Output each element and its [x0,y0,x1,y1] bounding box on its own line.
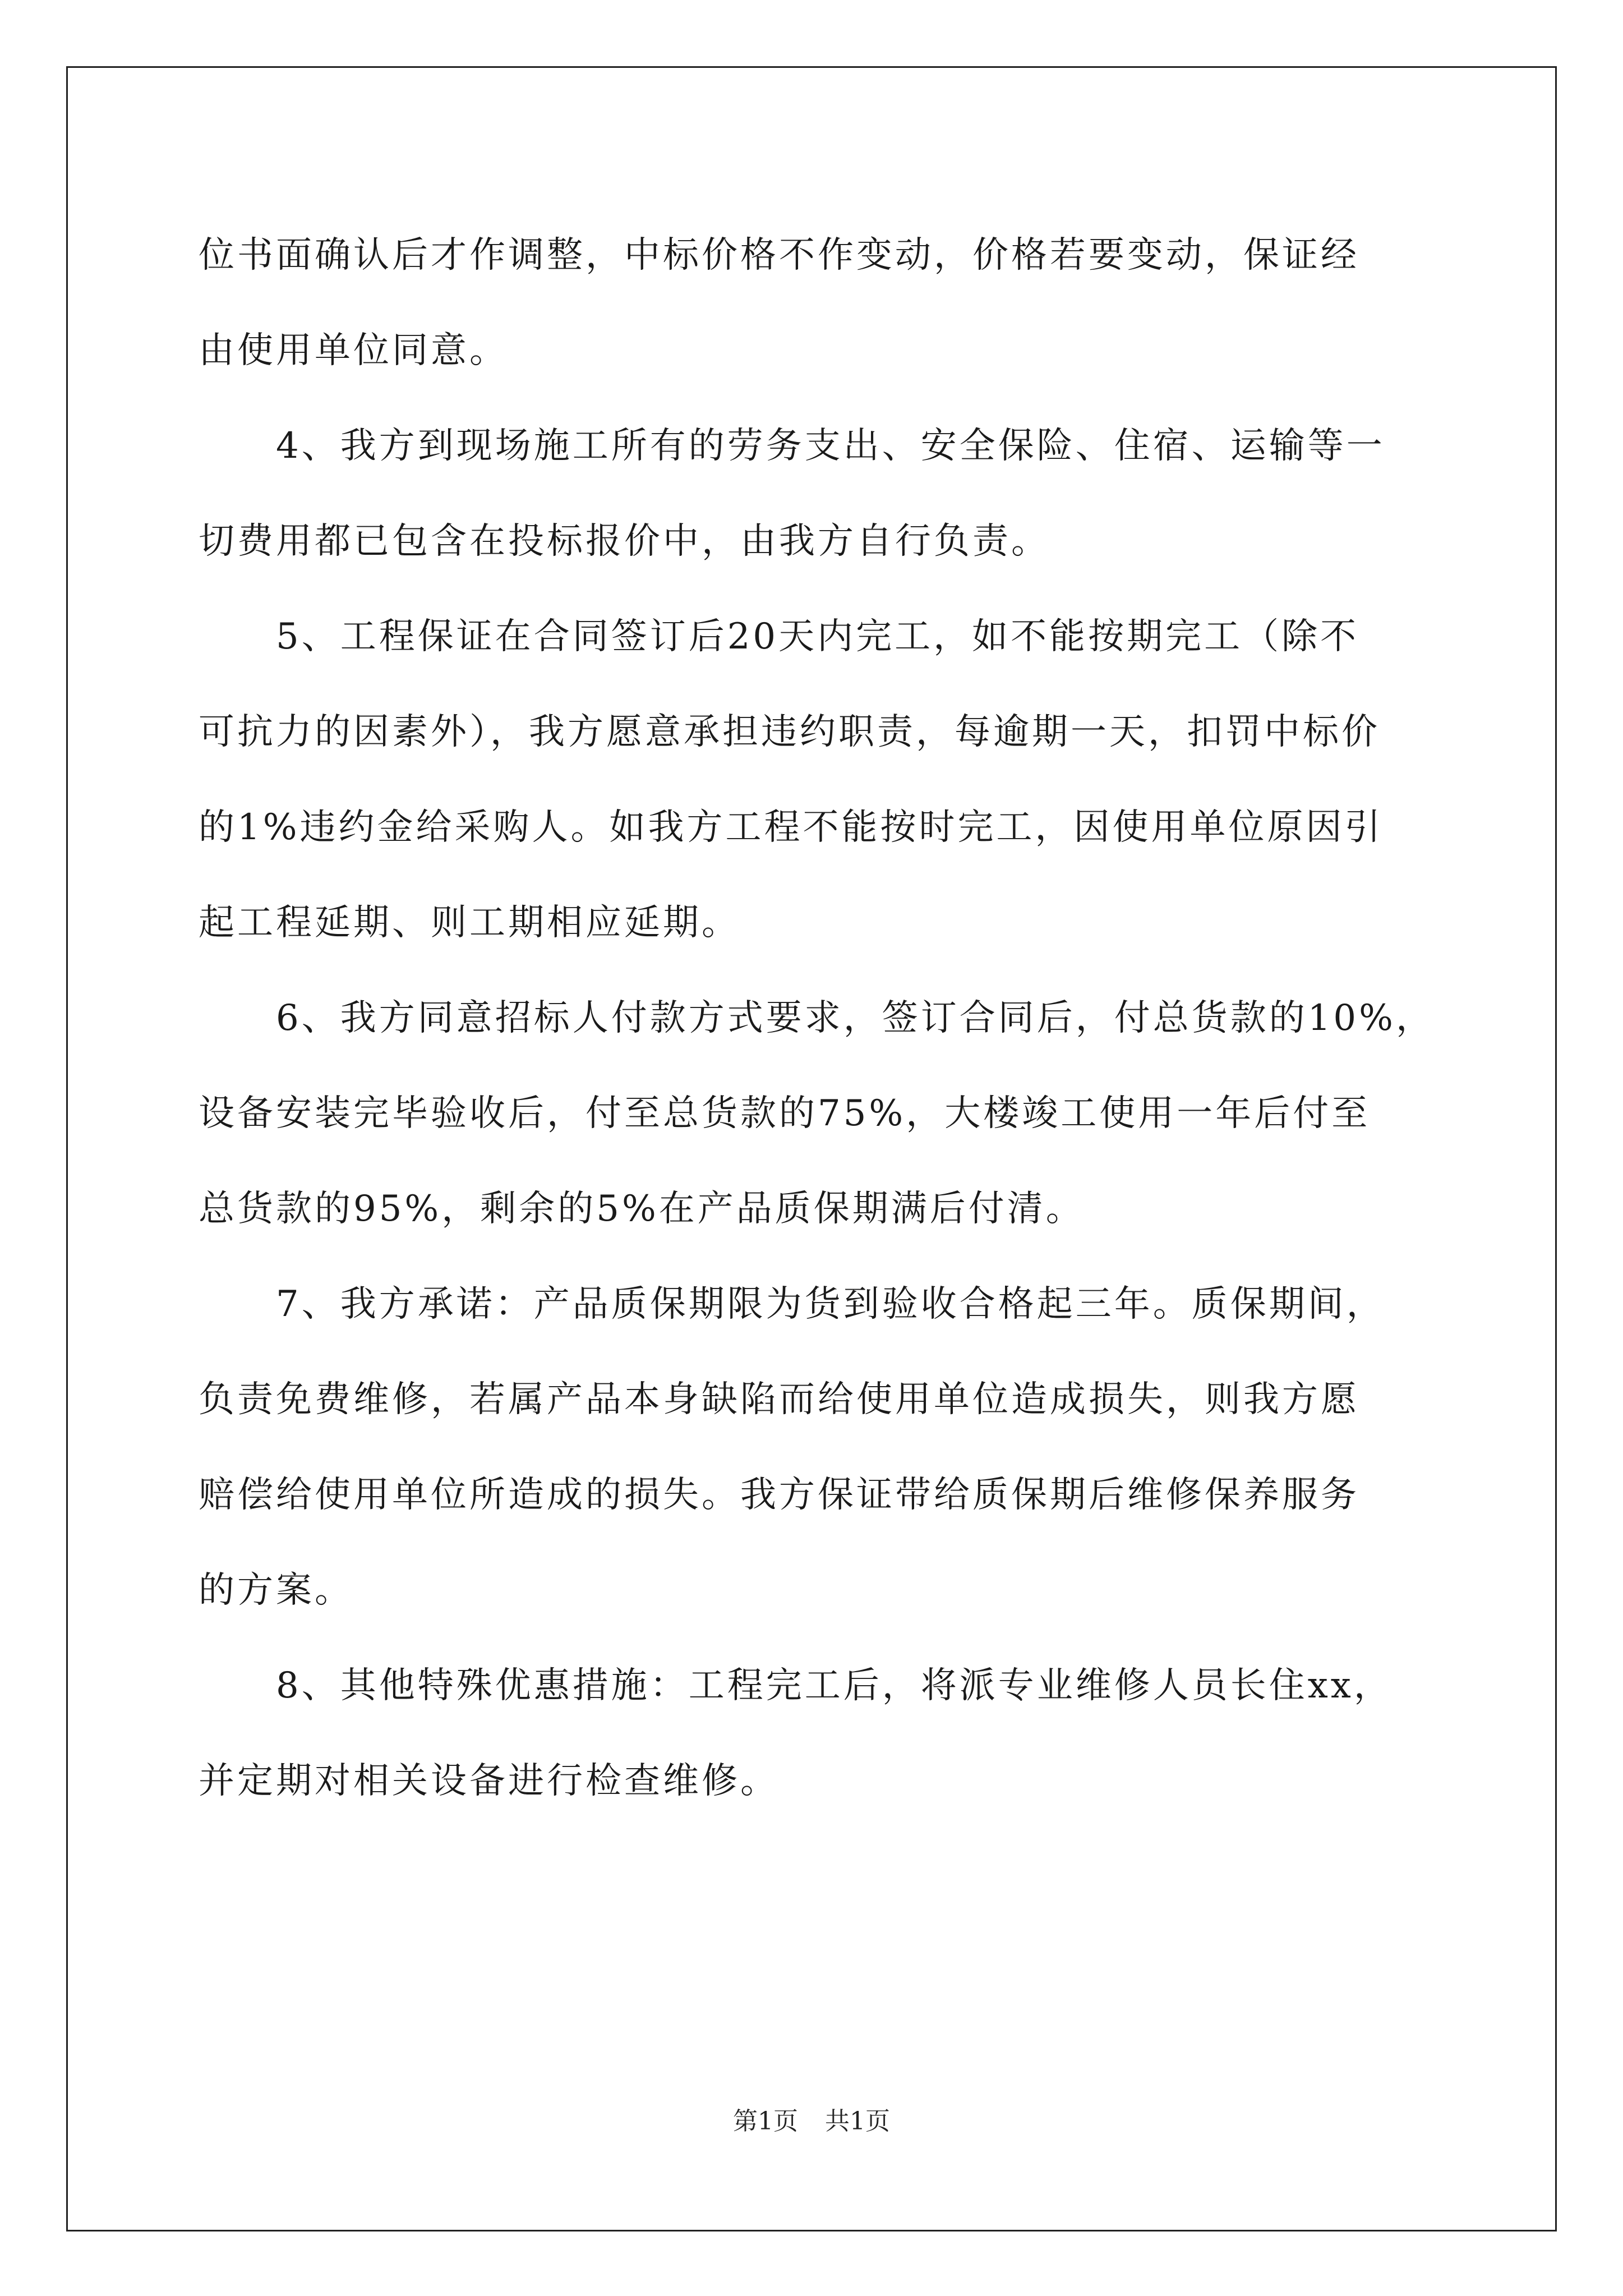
text-line: 的方案。 [199,1570,353,1611]
paragraph-start-6: 6、我方同意招标人付款方式要求，签订合同后，付总货款的10%， [276,997,1435,1039]
paragraph-start-8: 8、其他特殊优惠措施：工程完工后，将派专业维修人员长住xx， [276,1665,1393,1706]
text-line: 赔偿给使用单位所造成的损失。我方保证带给质保期后维修保养服务 [199,1474,1359,1516]
page-footer [0,2101,1623,2137]
text-line: 切费用都已包含在投标报价中，由我方自行负责。 [199,521,1050,562]
text-line: 设备安装完毕验收后，付至总货款的75%，大楼竣工使用一年后付至 [199,1093,1371,1134]
text-line: 的1%违约金给采购人。如我方工程不能按时完工，因使用单位原因引 [199,807,1384,848]
paragraph-start-5: 5、工程保证在合同签订后20天内完工，如不能按期完工（除不 [276,616,1359,657]
text-line: 起工程延期、则工期相应延期。 [199,902,740,944]
document-body [199,208,1435,1829]
text-line: 总货款的95%，剩余的5%在产品质保期满后付清。 [199,1188,1085,1230]
paragraph-start-7: 7、我方承诺：产品质保期限为货到验收合格起三年。质保期间， [276,1283,1385,1325]
text-line: 负责免费维修，若属产品本身缺陷而给使用单位造成损失，则我方愿 [199,1379,1359,1420]
text-line: 位书面确认后才作调整，中标价格不作变动，价格若要变动，保证经 [199,234,1359,276]
page-number: 第1页 [733,2107,798,2136]
paragraph-start-4: 4、我方到现场施工所有的劳务支出、安全保险、住宿、运输等一 [276,425,1385,467]
text-line: 并定期对相关设备进行检查维修。 [199,1760,779,1802]
text-line: 由使用单位同意。 [199,330,508,371]
text-line: 可抗力的因素外），我方愿意承担违约职责，每逾期一天，扣罚中标价 [199,711,1380,753]
page-total: 共1页 [825,2107,890,2136]
